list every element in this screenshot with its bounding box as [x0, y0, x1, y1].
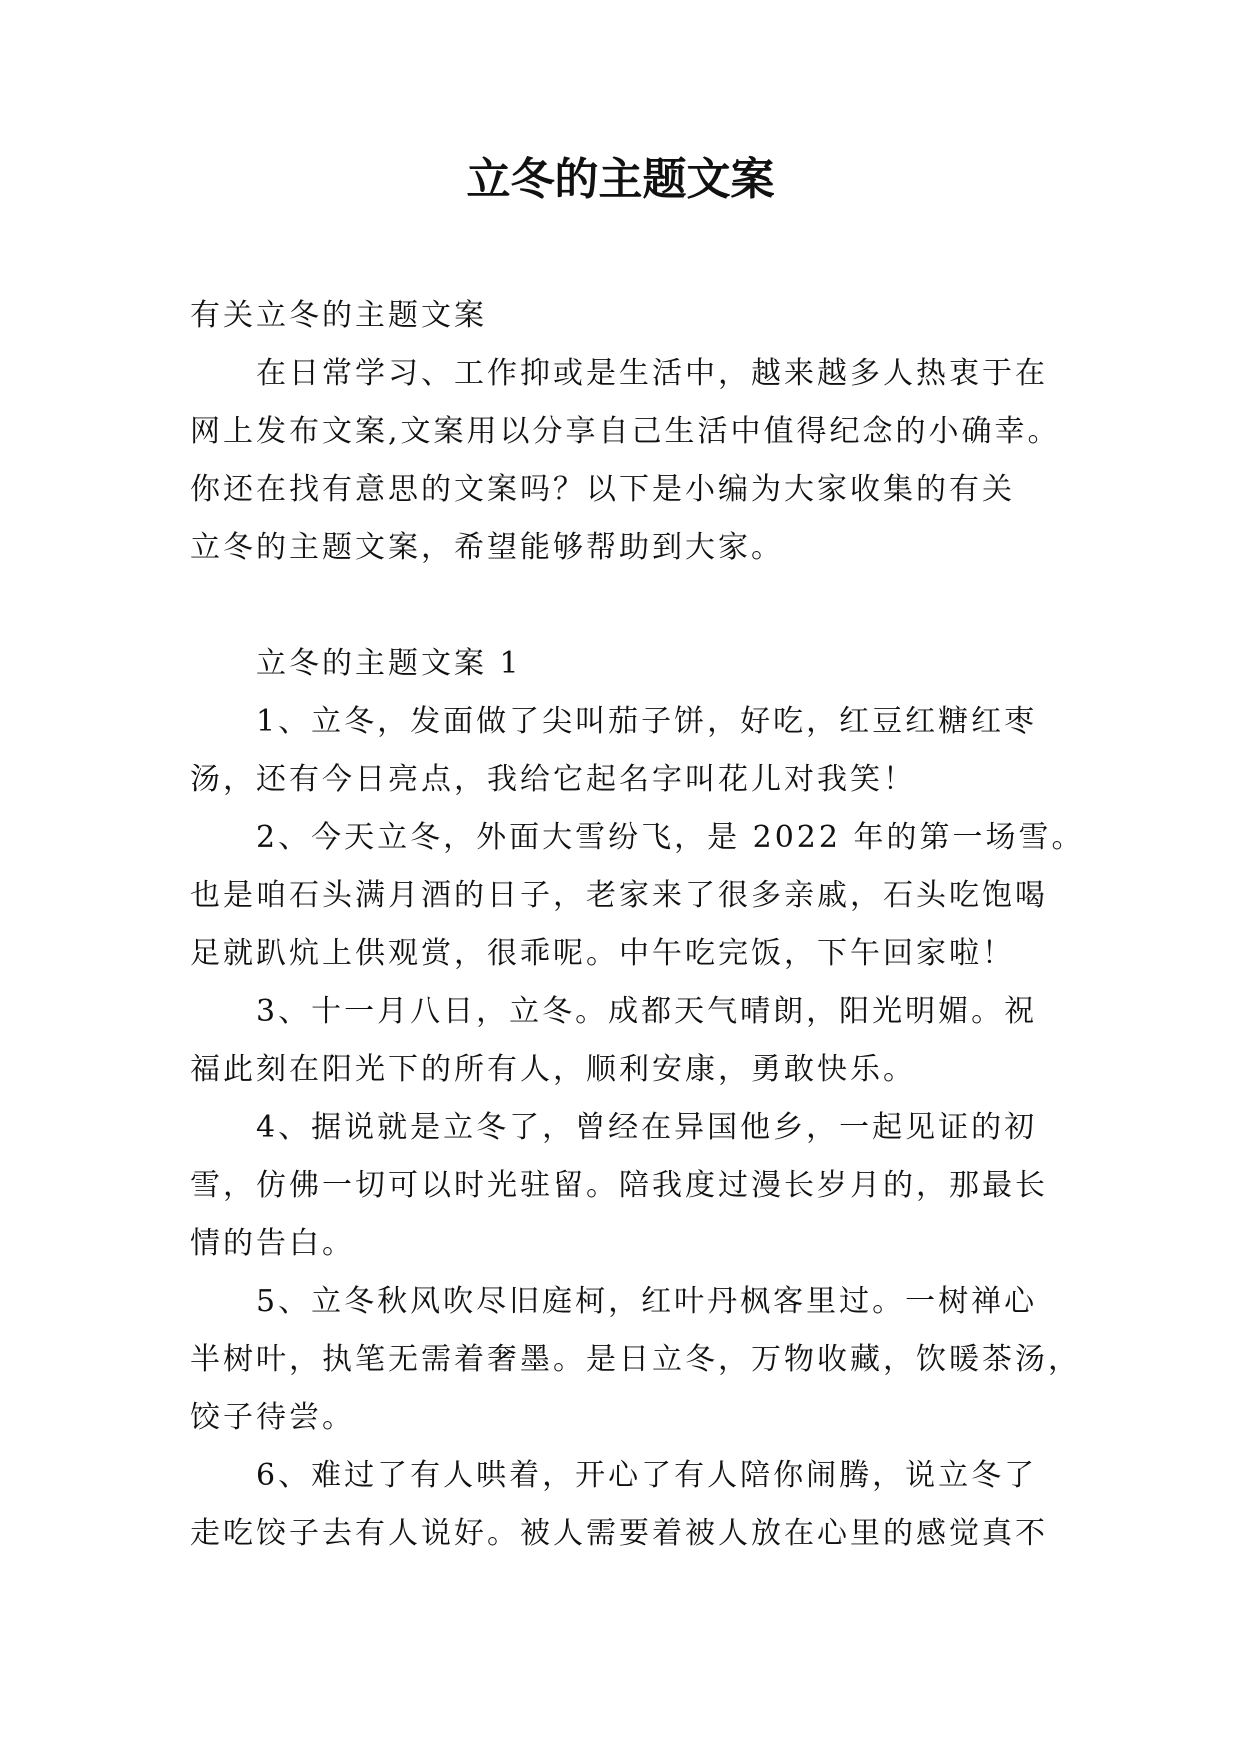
- intro-line: 在日常学习、工作抑或是生活中，越来越多人热衷于在: [256, 356, 1048, 391]
- page-title: 立冬的主题文案: [466, 154, 775, 205]
- subtitle: 有关立冬的主题文案: [190, 298, 487, 333]
- item-line: 雪，仿佛一切可以时光驻留。陪我度过漫长岁月的，那最长: [190, 1168, 1048, 1203]
- item-line: 福此刻在阳光下的所有人，顺利安康，勇敢快乐。: [190, 1052, 916, 1087]
- item-line: 4、据说就是立冬了，曾经在异国他乡，一起见证的初: [256, 1110, 1038, 1145]
- item-line: 情的告白。: [190, 1226, 355, 1261]
- section-heading: 立冬的主题文案 1: [256, 646, 522, 681]
- item-line: 走吃饺子去有人说好。被人需要着被人放在心里的感觉真不: [190, 1516, 1048, 1551]
- item-line: 1、立冬，发面做了尖叫茄子饼，好吃，红豆红糖红枣: [256, 704, 1038, 739]
- intro-line: 你还在找有意思的文案吗？以下是小编为大家收集的有关: [190, 472, 1015, 507]
- intro-paragraph: [190, 345, 1070, 577]
- item-line: 6、难过了有人哄着，开心了有人陪你闹腾，说立冬了: [256, 1458, 1038, 1493]
- list-item: [190, 1273, 1081, 1447]
- document-body: [190, 287, 1085, 1563]
- item-line: 5、立冬秋风吹尽旧庭柯，红叶丹枫客里过。一树禅心: [256, 1284, 1038, 1319]
- item-line: 2、今天立冬，外面大雪纷飞，是 2022 年的第一场雪。: [256, 820, 1085, 855]
- list-item: [190, 1099, 1070, 1273]
- item-line: 3、十一月八日，立冬。成都天气晴朗，阳光明媚。祝: [256, 994, 1038, 1029]
- list-item: [190, 983, 1070, 1099]
- item-line: 半树叶，执笔无需着奢墨。是日立冬，万物收藏，饮暖茶汤，: [190, 1342, 1081, 1377]
- intro-line: 立冬的主题文案，希望能够帮助到大家。: [190, 530, 784, 565]
- list-item: [190, 809, 1085, 983]
- item-line: 汤，还有今日亮点，我给它起名字叫花儿对我笑！: [190, 762, 916, 797]
- intro-line: 网上发布文案,文案用以分享自己生活中值得纪念的小确幸。: [190, 414, 1061, 449]
- item-line: 足就趴炕上供观赏，很乖呢。中午吃完饭，下午回家啦！: [190, 936, 1015, 971]
- item-line: 饺子待尝。: [190, 1400, 355, 1435]
- list-item: [190, 693, 1070, 809]
- item-line: 也是咱石头满月酒的日子，老家来了很多亲戚，石头吃饱喝: [190, 878, 1048, 913]
- list-item: [190, 1447, 1070, 1563]
